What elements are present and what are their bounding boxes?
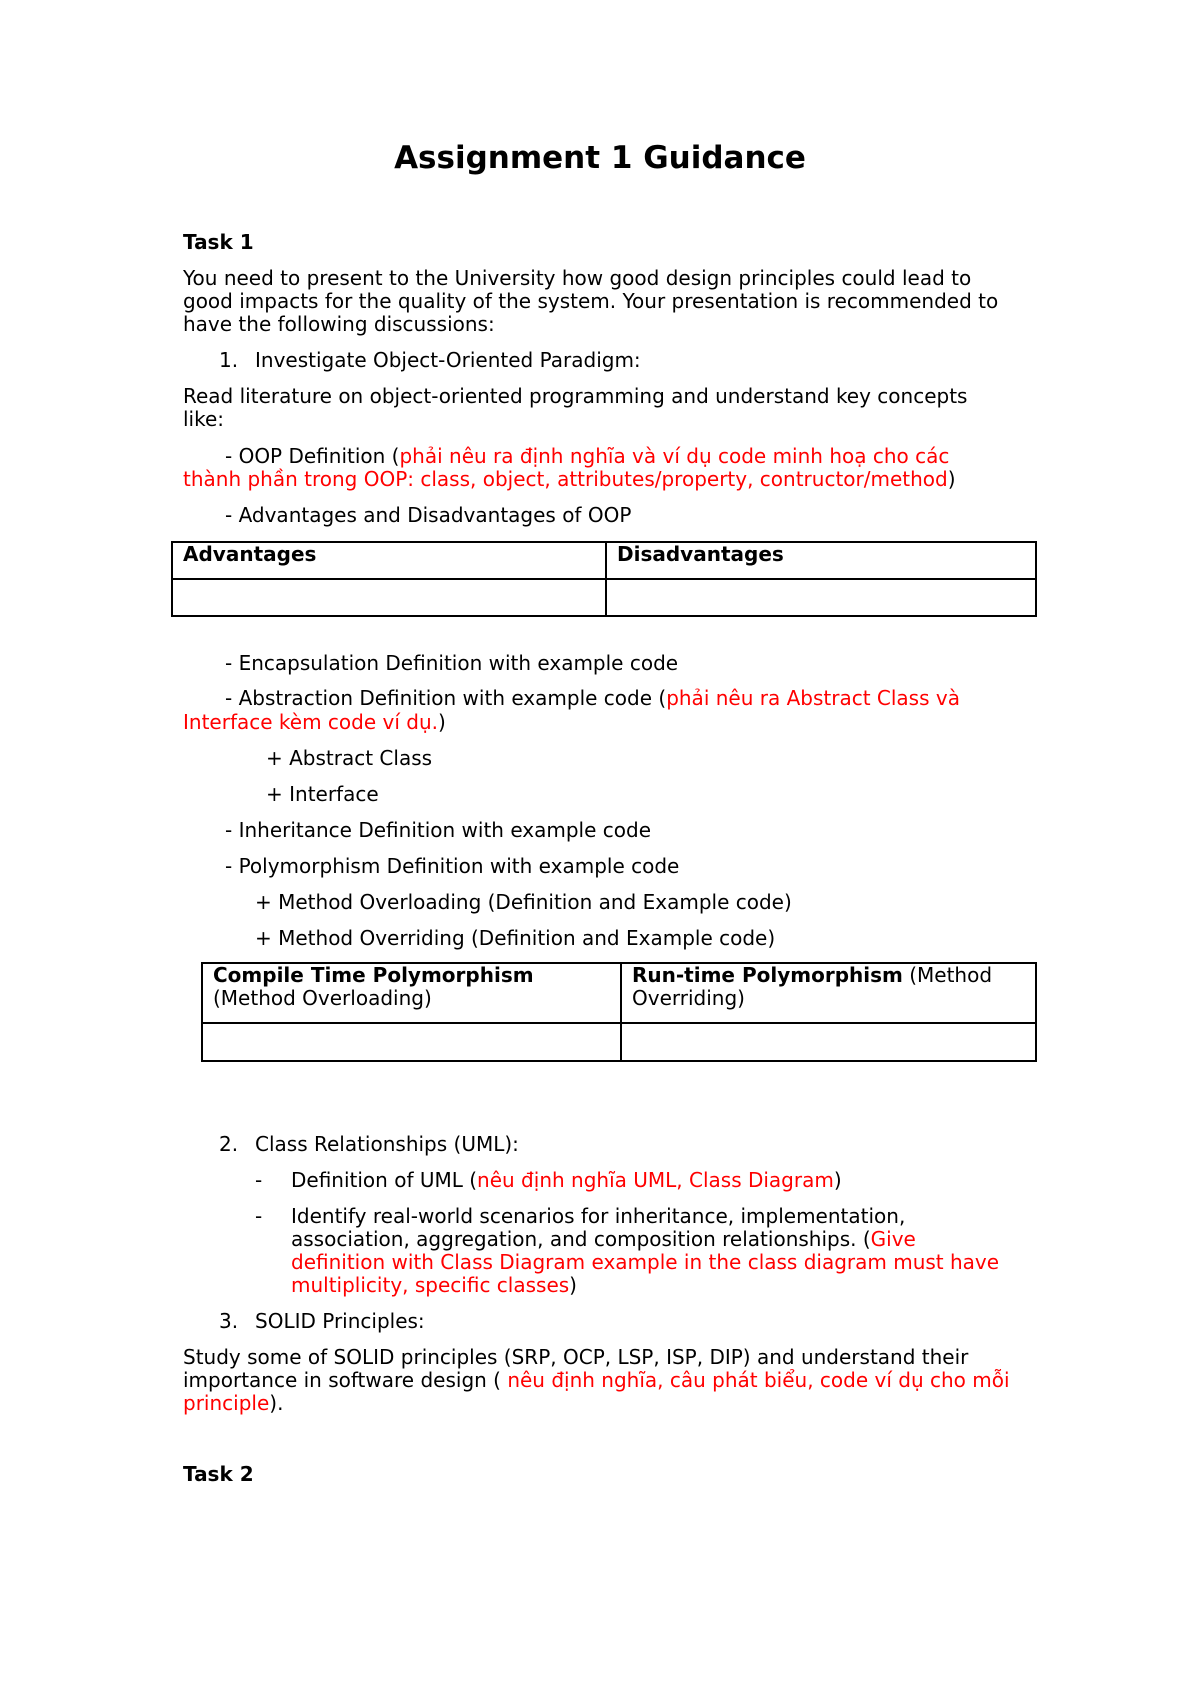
read-literature-line-1: Read literature on object-oriented programming and understand key concepts (183, 384, 968, 408)
disadvantages-cell (606, 579, 1036, 616)
solid-text: importance in software design ( (183, 1368, 508, 1392)
method-overriding-line: + Method Overriding (Definition and Example code) (255, 926, 776, 950)
list-number-3: 3. (219, 1309, 239, 1333)
task2-heading: Task 2 (183, 1462, 254, 1486)
list-number-1: 1. (219, 348, 239, 372)
abstraction-line-1 (225, 687, 960, 710)
oop-def-suffix: ) (947, 467, 956, 491)
uml-scenarios-line-2 (291, 1228, 916, 1251)
abstraction-note-2: Interface kèm code ví dụ. (183, 710, 438, 734)
solid-note-1: nêu định nghĩa, câu phát biểu, code ví dụ cho mỗi (507, 1368, 1010, 1392)
polymorphism-line: - Polymorphism Definition with example code (225, 854, 680, 878)
oop-def-note-2: thành phần trong OOP: class, object, attributes/property, contructor/method (183, 467, 948, 491)
oop-definition-line-2 (183, 468, 956, 491)
advantages-header: Advantages (172, 542, 606, 579)
advantages-table (171, 541, 1037, 617)
interface-line: + Interface (266, 782, 379, 806)
uml-scen-note-3: multiplicity, specific classes (291, 1273, 570, 1297)
solid-line-2 (183, 1369, 1010, 1392)
inheritance-line: - Inheritance Definition with example code (225, 818, 652, 842)
list-number-2: 2. (219, 1132, 239, 1156)
solid-line-3 (183, 1392, 283, 1415)
abstraction-note-1: phải nêu ra Abstract Class và (666, 686, 960, 710)
document-title: Assignment 1 Guidance (394, 140, 806, 176)
uml-scenarios-line-3: definition with Class Diagram example in the class diagram must have (291, 1250, 1000, 1274)
uml-scen-suffix: ) (569, 1273, 577, 1297)
adv-disadv-heading: - Advantages and Disadvantages of OOP (225, 503, 632, 527)
polymorphism-table (201, 962, 1037, 1062)
list-item-class-relationships: Class Relationships (UML): (255, 1132, 519, 1156)
run-time-title: Run-time Polymorphism (632, 963, 903, 987)
read-literature-line-2: like: (183, 407, 225, 431)
uml-scen-note-1: Give (870, 1227, 916, 1251)
list-item-solid: SOLID Principles: (255, 1309, 425, 1333)
abstract-class-line: + Abstract Class (266, 746, 433, 770)
oop-definition-line-1 (225, 445, 949, 468)
oop-def-prefix: - OOP Definition ( (225, 444, 400, 468)
uml-scen-text: association, aggregation, and composition relationships. ( (291, 1227, 871, 1251)
run-time-subtitle-2: Overriding) (632, 986, 745, 1010)
abstraction-suffix: ) (437, 710, 446, 734)
task1-heading: Task 1 (183, 230, 254, 254)
disadvantages-header: Disadvantages (606, 542, 1036, 579)
uml-definition-line (291, 1169, 842, 1192)
intro-line-1: You need to present to the University how good design principles could lead to (183, 266, 972, 290)
solid-suffix: ). (269, 1391, 284, 1415)
compile-time-title: Compile Time Polymorphism (213, 963, 534, 987)
advantages-cell (172, 579, 606, 616)
uml-def-note: nêu định nghĩa UML, Class Diagram (477, 1168, 834, 1192)
compile-time-header (202, 963, 621, 1023)
oop-def-note-1: phải nêu ra định nghĩa và ví dụ code minh hoạ cho các (399, 444, 950, 468)
compile-time-cell (202, 1023, 621, 1061)
solid-line-1: Study some of SOLID principles (SRP, OCP, LSP, ISP, DIP) and understand their (183, 1345, 969, 1369)
intro-line-3: have the following discussions: (183, 312, 495, 336)
uml-def-prefix: Definition of UML ( (291, 1168, 478, 1192)
run-time-cell (621, 1023, 1036, 1061)
uml-scenarios-line-1: Identify real-world scenarios for inheritance, implementation, (291, 1204, 906, 1228)
uml-def-bullet: - (255, 1168, 263, 1192)
uml-scen-bullet: - (255, 1204, 263, 1228)
method-overloading-line: + Method Overloading (Definition and Example code) (255, 890, 792, 914)
solid-note-2: principle (183, 1391, 270, 1415)
uml-scenarios-line-4 (291, 1274, 577, 1297)
abstraction-line-2 (183, 711, 446, 734)
run-time-header (621, 963, 1036, 1023)
uml-def-suffix: ) (833, 1168, 842, 1192)
list-item-oop-paradigm: Investigate Object-Oriented Paradigm: (255, 348, 641, 372)
abstraction-prefix: - Abstraction Definition with example code ( (225, 686, 667, 710)
encapsulation-line: - Encapsulation Definition with example code (225, 651, 679, 675)
compile-time-subtitle: (Method Overloading) (213, 986, 432, 1010)
intro-line-2: good impacts for the quality of the system. Your presentation is recommended to (183, 289, 999, 313)
run-time-subtitle-1: (Method (902, 963, 993, 987)
